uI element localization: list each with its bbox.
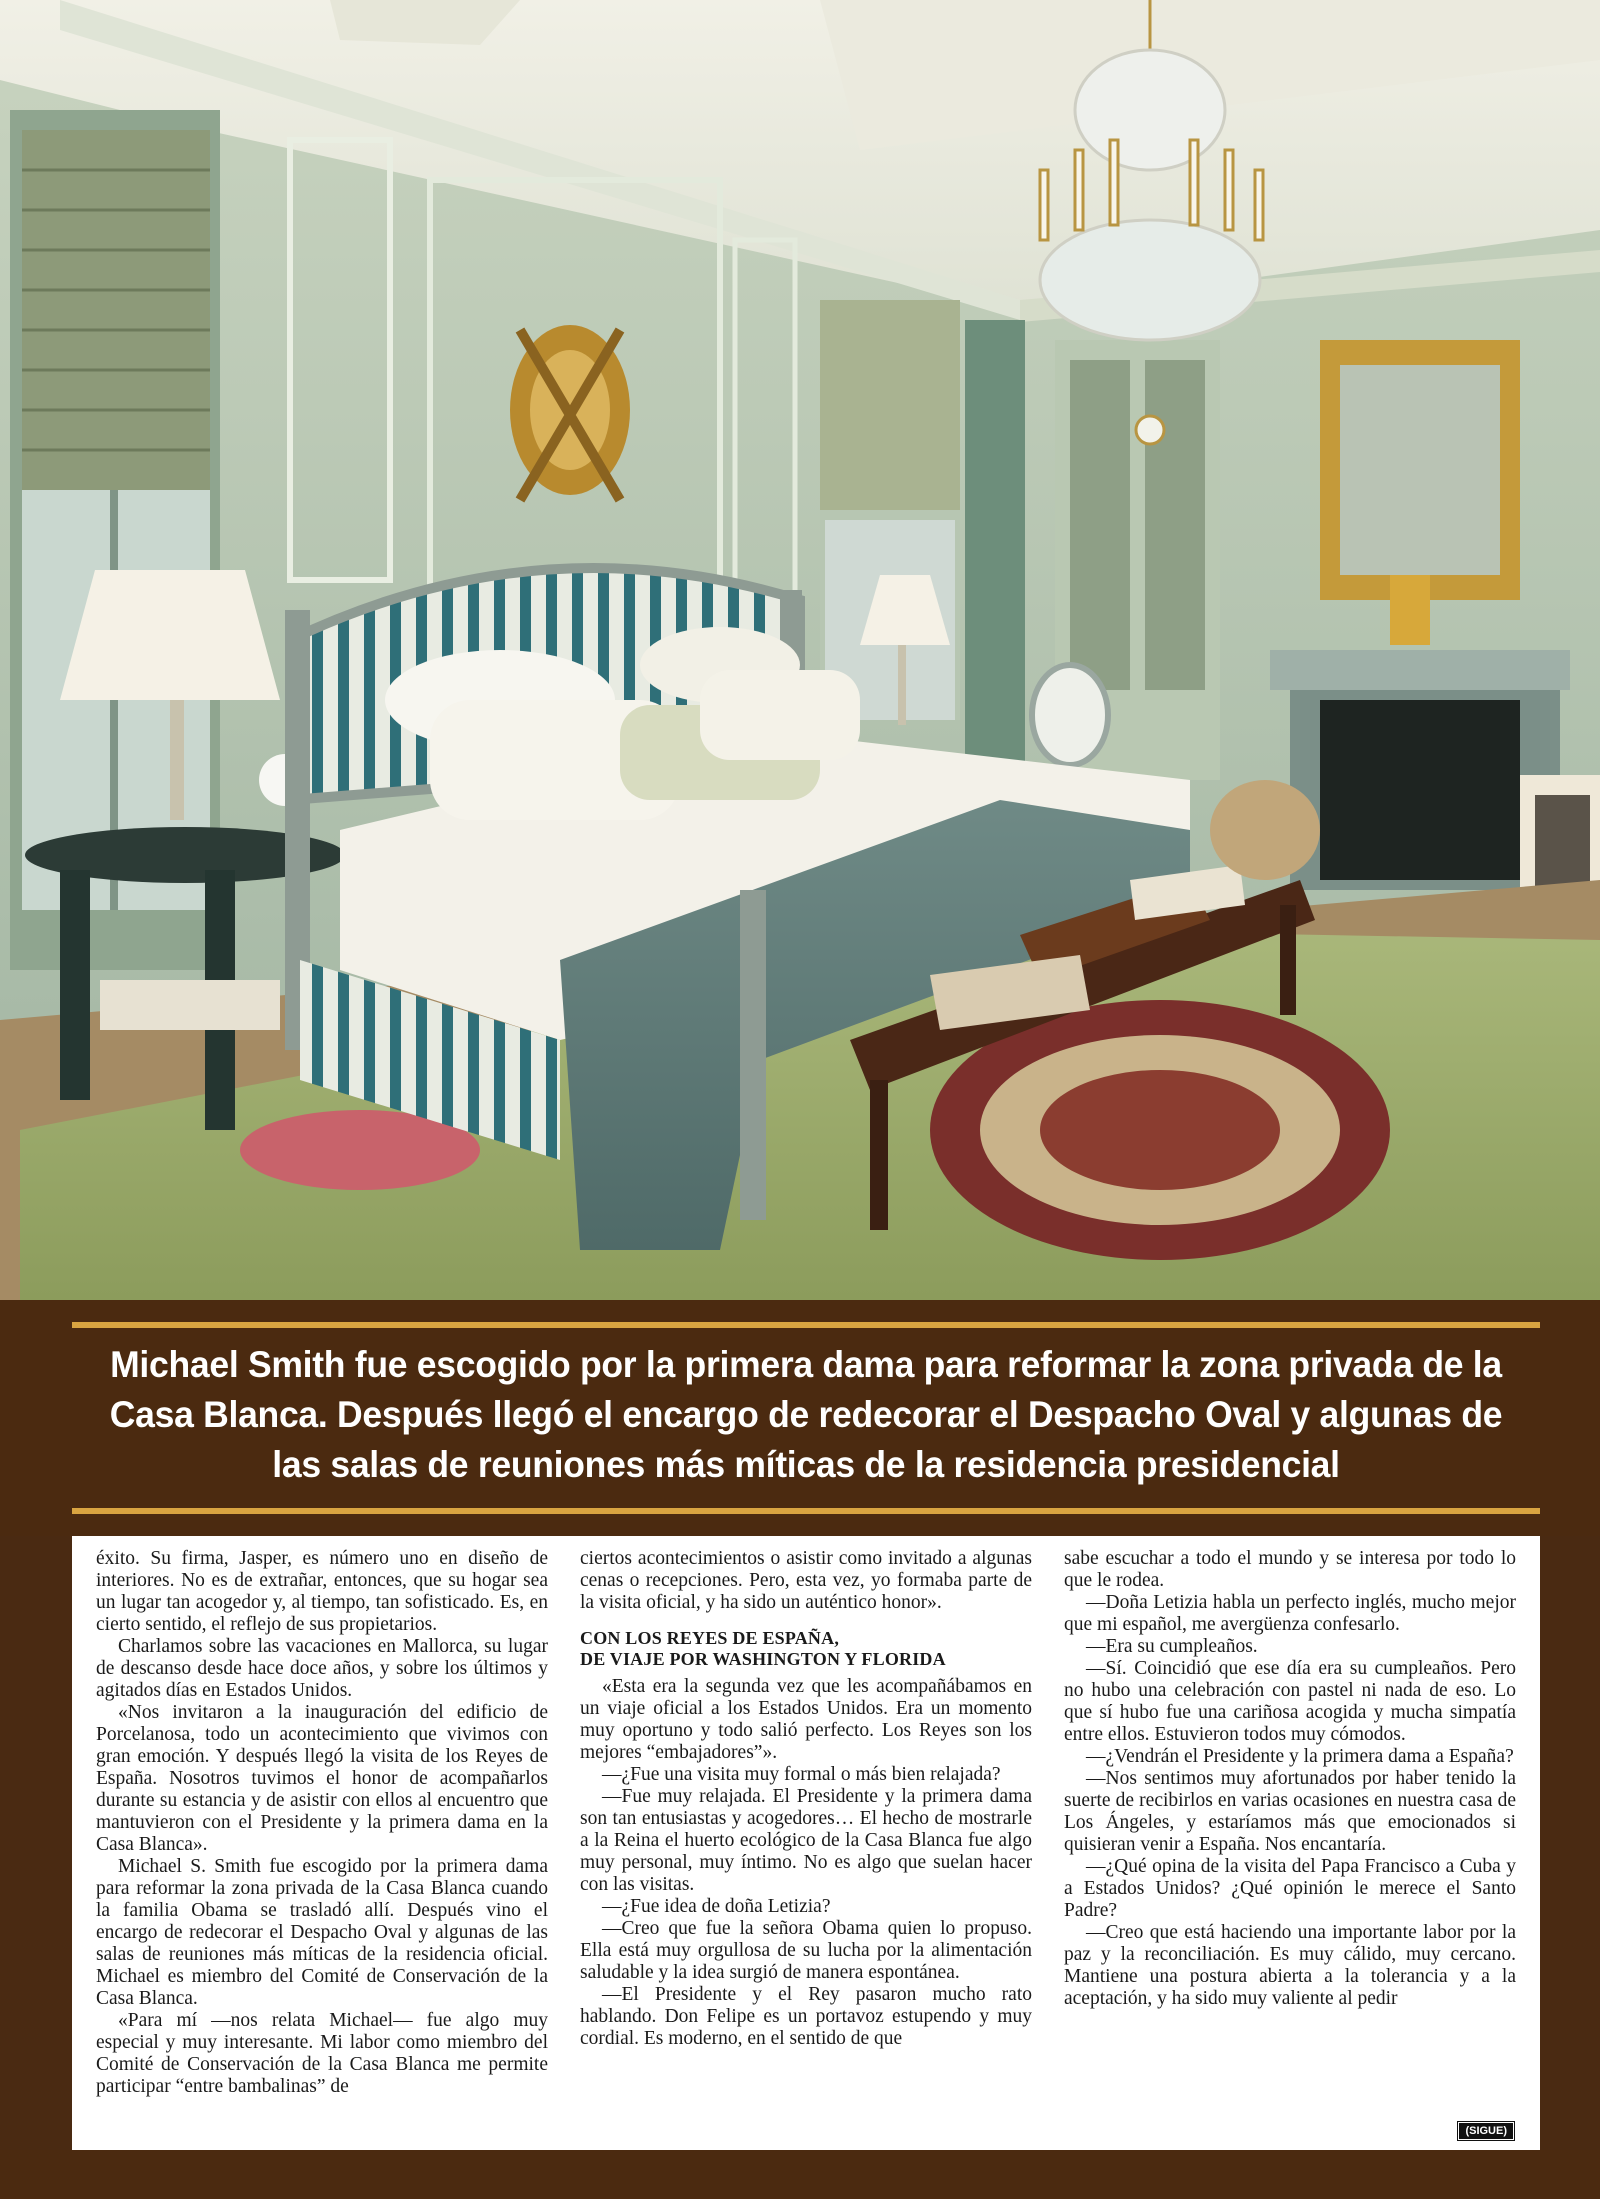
paragraph: —¿Fue idea de doña Letizia?	[602, 1896, 831, 1917]
paragraph: «Para mí —nos relata Michael— fue algo muy especial y muy interesante. Mi labor como miembro del Comité de Conservación de la Casa Blanca me permite participar “entre bambalinas” de	[96, 2010, 548, 2097]
paragraph: sabe escuchar a todo el mundo y se interesa por todo lo que le rodea.	[1064, 1548, 1516, 1591]
paragraph: —Fue muy relajada. El Presidente y la primera dama son tan entusiastas y acogedores… El hecho de mostrarle a la Reina el huerto ecológico de la Casa Blanca fue algo muy personal, muy íntimo. No es algo que suelan hacer con las visitas.	[580, 1786, 1032, 1895]
paragraph: ciertos acontecimientos o asistir como invitado a algunas cenas o recepciones. Pero, esta vez, yo formaba parte de la visita oficial, y ha sido un auténtico honor».	[580, 1548, 1032, 1613]
paragraph: «Nos invitaron a la inauguración del edificio de Porcelanosa, todo un acontecimiento que vivimos con gran emoción. Y después llegó la visita de los Reyes de España. Nosotros tuvimos el honor de acompañarlos durante su estancia y de asistir con ellos al encuentro que mantuvieron con el Presidente y la primera dama en la Casa Blanca».	[96, 1702, 548, 1855]
article-column-2	[580, 1548, 1032, 2140]
paragraph: —¿Qué opina de la visita del Papa Francisco a Cuba y a Estados Unidos? ¿Qué opinión le merece el Santo Padre?	[1064, 1856, 1516, 1921]
caption-band	[0, 1300, 1600, 1536]
subheading-line-1: CON LOS REYES DE ESPAÑA,	[580, 1628, 840, 1648]
paragraph: —Era su cumpleaños.	[1086, 1636, 1258, 1657]
paragraph: éxito. Su firma, Jasper, es número uno en diseño de interiores. No es de extrañar, entonces, que su hogar sea un lugar tan acogedor y, al tiempo, tan sofisticado. Es, en cierto sentido, el reflejo de sus propietarios.	[96, 1548, 548, 1635]
paragraph: «Esta era la segunda vez que les acompañábamos en un viaje oficial a los Estados Unidos. Era un momento muy oportuno y todo salió perfecto. Los Reyes son los mejores “embajadores”».	[580, 1676, 1032, 1763]
paragraph: —Nos sentimos muy afortunados por haber tenido la suerte de recibirlos en varias ocasiones en nuestra casa de Los Ángeles, y estaríamos más que emocionados si quisieran venir a España. Nos encantaría.	[1064, 1768, 1516, 1855]
gold-rule-bottom	[72, 1508, 1540, 1514]
article-column-1	[96, 1548, 548, 2140]
subheading-line-2: DE VIAJE POR WASHINGTON Y FLORIDA	[580, 1649, 946, 1669]
paragraph: —¿Vendrán el Presidente y la primera dama a España?	[1086, 1746, 1514, 1767]
paragraph: —Creo que fue la señora Obama quien lo propuso. Ella está muy orgullosa de su lucha por la alimentación saludable y la idea surgió de manera espontánea.	[580, 1918, 1032, 1983]
paragraph: Michael S. Smith fue escogido por la primera dama para reformar la zona privada de la Casa Blanca cuando la familia Obama se trasladó allí. Después vino el encargo de redecorar el Despacho Oval y algunas de las salas de reuniones más míticas de la residencia oficial. Michael es miembro del Comité de Conservación de la Casa Blanca.	[96, 1856, 548, 2009]
continues-badge: (SIGUE)	[1458, 2122, 1514, 2140]
article-column-3	[1064, 1548, 1516, 2140]
paragraph: —Doña Letizia habla un perfecto inglés, mucho mejor que mi español, me avergüenza confesarlo.	[1064, 1592, 1516, 1635]
paragraph: —Sí. Coincidió que ese día era su cumpleaños. Pero no hubo una celebración con pastel ni nada de eso. Lo que sí hubo fue una cariñosa acogida y mucha simpatía entre ellos. Estuvieron todos muy cómodos.	[1064, 1658, 1516, 1745]
bottom-band	[0, 2150, 1600, 2199]
section-subheading	[580, 1628, 1032, 1670]
photo-caption: Michael Smith fue escogido por la primera dama para reformar la zona privada de la Casa Blanca. Después llegó el encargo de redecorar el Despacho Oval y algunas de las salas de reuniones más míticas de la residencia presidencial	[109, 1344, 1503, 1485]
paragraph: —El Presidente y el Rey pasaron mucho rato hablando. Don Felipe es un portavoz estupendo y muy cordial. Es moderno, en el sentido de que	[580, 1984, 1032, 2049]
article-body	[72, 1536, 1540, 2150]
paragraph: Charlamos sobre las vacaciones en Mallorca, su lugar de descanso desde hace doce años, y sobre los últimos y agitados días en Estados Unidos.	[96, 1636, 548, 1701]
gold-rule-top	[72, 1322, 1540, 1328]
paragraph: —Creo que está haciendo una importante labor por la paz y la reconciliación. Es muy cálido, muy cercano. Mantiene una postura abierta a la tolerancia y a la aceptación, y ha sido muy valiente al pedir	[1064, 1922, 1516, 2009]
paragraph: —¿Fue una visita muy formal o más bien relajada?	[602, 1764, 1001, 1785]
